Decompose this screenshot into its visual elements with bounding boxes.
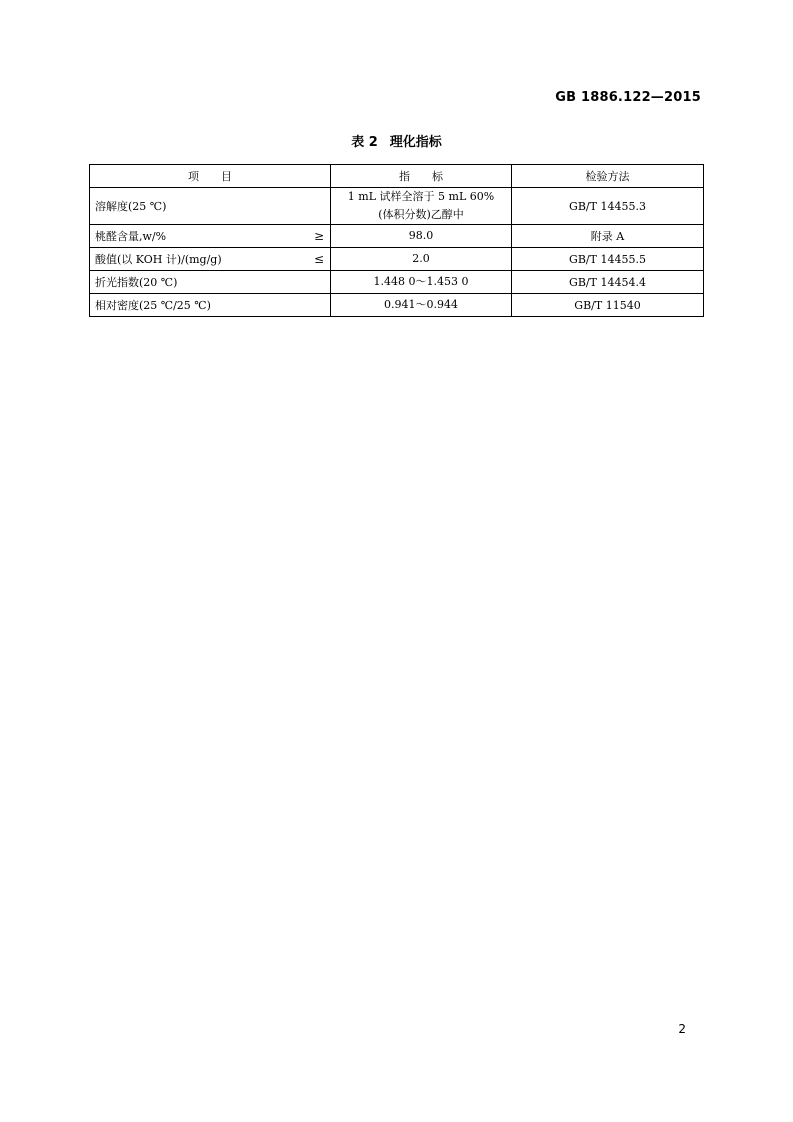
table-title: 理化指标 xyxy=(389,135,442,150)
spec-cell: 2.0 xyxy=(331,248,512,271)
physicochemical-spec-table xyxy=(89,164,704,317)
item-cell xyxy=(90,225,331,248)
header-item: 项 目 xyxy=(90,165,331,188)
item-label: 相对密度(25 ℃/25 ℃) xyxy=(95,299,211,312)
page-number: 2 xyxy=(678,1022,686,1036)
table-number: 表 2 xyxy=(351,135,378,150)
item-label: 桃醛含量,w/% xyxy=(95,230,167,243)
method-cell: GB/T 11540 xyxy=(512,294,704,317)
spec-cell: 98.0 xyxy=(331,225,512,248)
header-spec: 指 标 xyxy=(331,165,512,188)
spec-line: 1 mL 试样全溶于 5 mL 60% xyxy=(347,190,495,203)
header-method: 检验方法 xyxy=(512,165,704,188)
table-header-row xyxy=(90,165,704,188)
item-label: 酸值(以 KOH 计)/(mg/g) xyxy=(95,253,222,266)
table-row xyxy=(90,294,704,317)
method-cell: GB/T 14454.4 xyxy=(512,271,704,294)
item-cell xyxy=(90,248,331,271)
method-cell: GB/T 14455.3 xyxy=(512,188,704,225)
standard-number: GB 1886.122—2015 xyxy=(555,90,701,105)
item-cell xyxy=(90,294,331,317)
item-label: 折光指数(20 ℃) xyxy=(95,276,178,289)
table-row xyxy=(90,188,704,225)
less-equal-symbol: ≤ xyxy=(313,252,324,266)
method-cell: 附录 A xyxy=(512,225,704,248)
table-row xyxy=(90,271,704,294)
spec-cell xyxy=(331,188,512,225)
item-cell xyxy=(90,271,331,294)
table-row xyxy=(90,225,704,248)
item-cell xyxy=(90,188,331,225)
spec-cell: 0.941～0.944 xyxy=(331,294,512,317)
table-caption xyxy=(0,131,793,150)
spec-cell: 1.448 0～1.453 0 xyxy=(331,271,512,294)
greater-equal-symbol: ≥ xyxy=(313,229,324,243)
spec-line: (体积分数)乙醇中 xyxy=(378,208,464,221)
item-label: 溶解度(25 ℃) xyxy=(95,200,167,213)
method-cell: GB/T 14455.5 xyxy=(512,248,704,271)
table-row xyxy=(90,248,704,271)
